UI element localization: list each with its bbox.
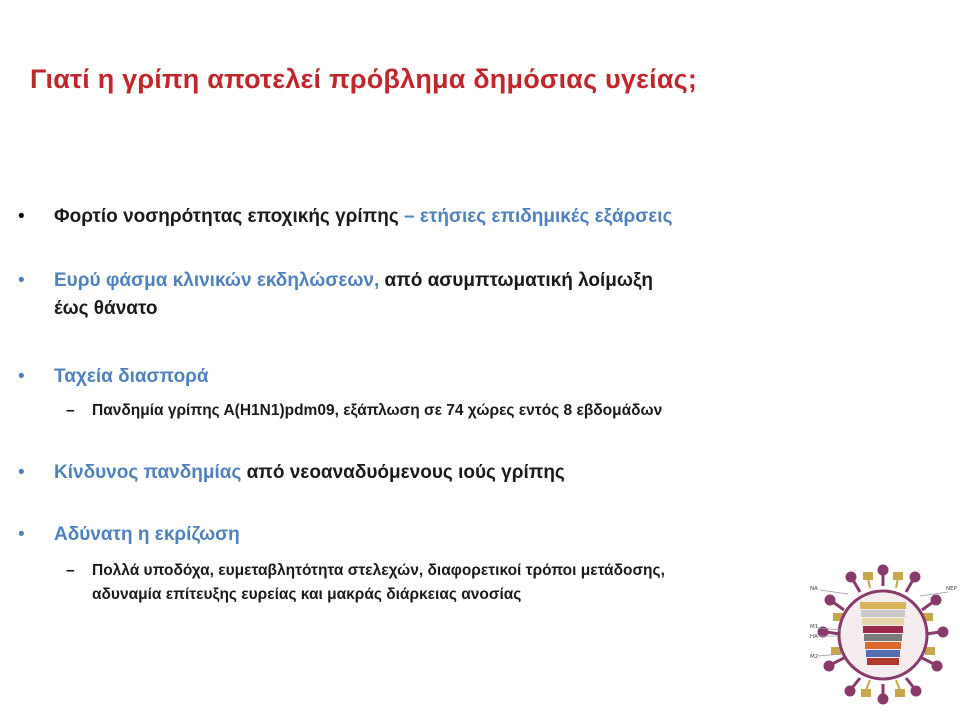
- bullet-1-text-dark: Φορτίο νοσηρότητας εποχικής γρίπης: [54, 206, 399, 227]
- bullet-item-2: [18, 268, 654, 294]
- sub-bullet-5: [66, 560, 665, 581]
- sub-bullet-marker: –: [66, 402, 75, 419]
- bullet-marker: •: [18, 270, 25, 291]
- virus-label-na: NA: [810, 586, 818, 592]
- bullet-marker: •: [18, 524, 25, 545]
- bullet-4-text-blue: Κίνδυνος πανδημίας: [54, 462, 242, 483]
- sub-bullet-5-line-2: αδυναμία επίτευξης ευρείας και μακράς διάρκειας ανοσίας: [92, 586, 522, 603]
- bullet-4-text-dark: από νεοαναδυόμενους ιούς γρίπης: [241, 462, 565, 483]
- virus-label-nep: NEP: [946, 586, 957, 592]
- bullet-5-text: Αδύνατη η εκρίζωση: [54, 524, 240, 545]
- bullet-2-text-blue: Ευρύ φάσμα κλινικών εκδηλώσεων,: [54, 270, 380, 291]
- sub-bullet-5-line-1: Πολλά υποδόχα, ευμεταβλητότητα στελεχών, διαφορετικοί τρόποι μετάδοσης,: [92, 562, 665, 579]
- bullet-3-text: Ταχεία διασπορά: [54, 366, 209, 387]
- virus-label-ha: HA: [810, 634, 818, 640]
- influenza-virus-diagram-icon: [808, 560, 958, 710]
- bullet-1-text-blue: – ετήσιες επιδημικές εξάρσεις: [398, 206, 673, 227]
- bullet-item-5: [18, 522, 240, 548]
- bullet-2-text-dark: από ασυμπτωματική λοίμωξη: [379, 270, 654, 291]
- bullet-marker: •: [18, 366, 25, 387]
- slide-title: Γιατί η γρίπη αποτελεί πρόβλημα δημόσιας υγείας;: [30, 64, 698, 94]
- bullet-2-line-2: έως θάνατο: [54, 298, 158, 319]
- sub-bullet-3: [66, 400, 663, 421]
- bullet-item-1: [18, 204, 673, 230]
- virus-label-m2: M2: [810, 654, 819, 660]
- bullet-item-4: [18, 460, 565, 486]
- bullet-marker: •: [18, 206, 25, 227]
- bullet-marker: •: [18, 462, 25, 483]
- sub-bullet-marker: –: [66, 562, 75, 579]
- sub-bullet-3-text: Πανδημία γρίπης Α(Η1Ν1)pdm09, εξάπλωση σε 74 χώρες εντός 8 εβδομάδων: [92, 402, 663, 419]
- virus-label-m1: M1: [810, 624, 819, 630]
- bullet-item-3: [18, 364, 209, 390]
